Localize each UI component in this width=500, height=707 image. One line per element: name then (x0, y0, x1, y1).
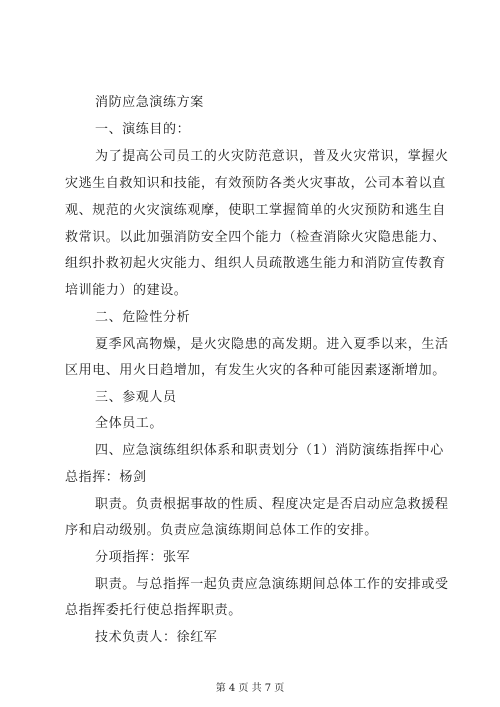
paragraph-line: 职责。负责根据事故的性质、程度决定是否启动应急救援程 (95, 497, 449, 512)
page-footer: 第 4 页 共 7 页 (215, 683, 285, 694)
paragraph-line: 技术负责人：徐红军 (95, 630, 218, 645)
paragraph-line: 全体员工。 (95, 416, 164, 431)
document-title: 消防应急演练方案 (95, 95, 204, 110)
paragraph-line: 夏季风高物燥，是火灾隐患的高发期。进入夏季以来，生活 (95, 337, 449, 352)
section-heading-organization: 四、应急演练组织体系和职责划分（1）消防演练指挥中心 (95, 443, 444, 458)
paragraph-line: 灾逃生自救知识和技能，有效预防各类火灾事故，公司本着以直 (65, 176, 446, 191)
paragraph-line: 职责。与总指挥一起负责应急演练期间总体工作的安排或受 (95, 577, 449, 592)
paragraph-line: 组织扑救初起火灾能力、组织人员疏散逃生能力和消防宣传教育 (65, 256, 446, 271)
paragraph-line: 培训能力）的建设。 (65, 283, 188, 298)
paragraph-line: 总指挥委托行使总指挥职责。 (65, 603, 242, 618)
section-heading-attendees: 三、参观人员 (95, 390, 177, 405)
paragraph-line: 救常识。以此加强消防安全四个能力（检查消除火灾隐患能力、 (65, 230, 446, 245)
section-heading-risk: 二、危险性分析 (95, 310, 191, 325)
paragraph-line: 分项指挥：张军 (95, 550, 191, 565)
paragraph-line: 总指挥：杨剑 (65, 470, 147, 485)
paragraph-line: 区用电、用火日趋增加，有发生火灾的各种可能因素逐渐增加。 (65, 363, 446, 378)
paragraph-line: 观、规范的火灾演练观摩，使职工掌握简单的火灾预防和逃生自 (65, 203, 446, 218)
section-heading-purpose: 一、演练目的： (95, 122, 191, 137)
paragraph-line: 为了提高公司员工的火灾防范意识，普及火灾常识，掌握火 (95, 149, 449, 164)
paragraph-line: 序和启动级别。负责应急演练期间总体工作的安排。 (65, 523, 378, 538)
